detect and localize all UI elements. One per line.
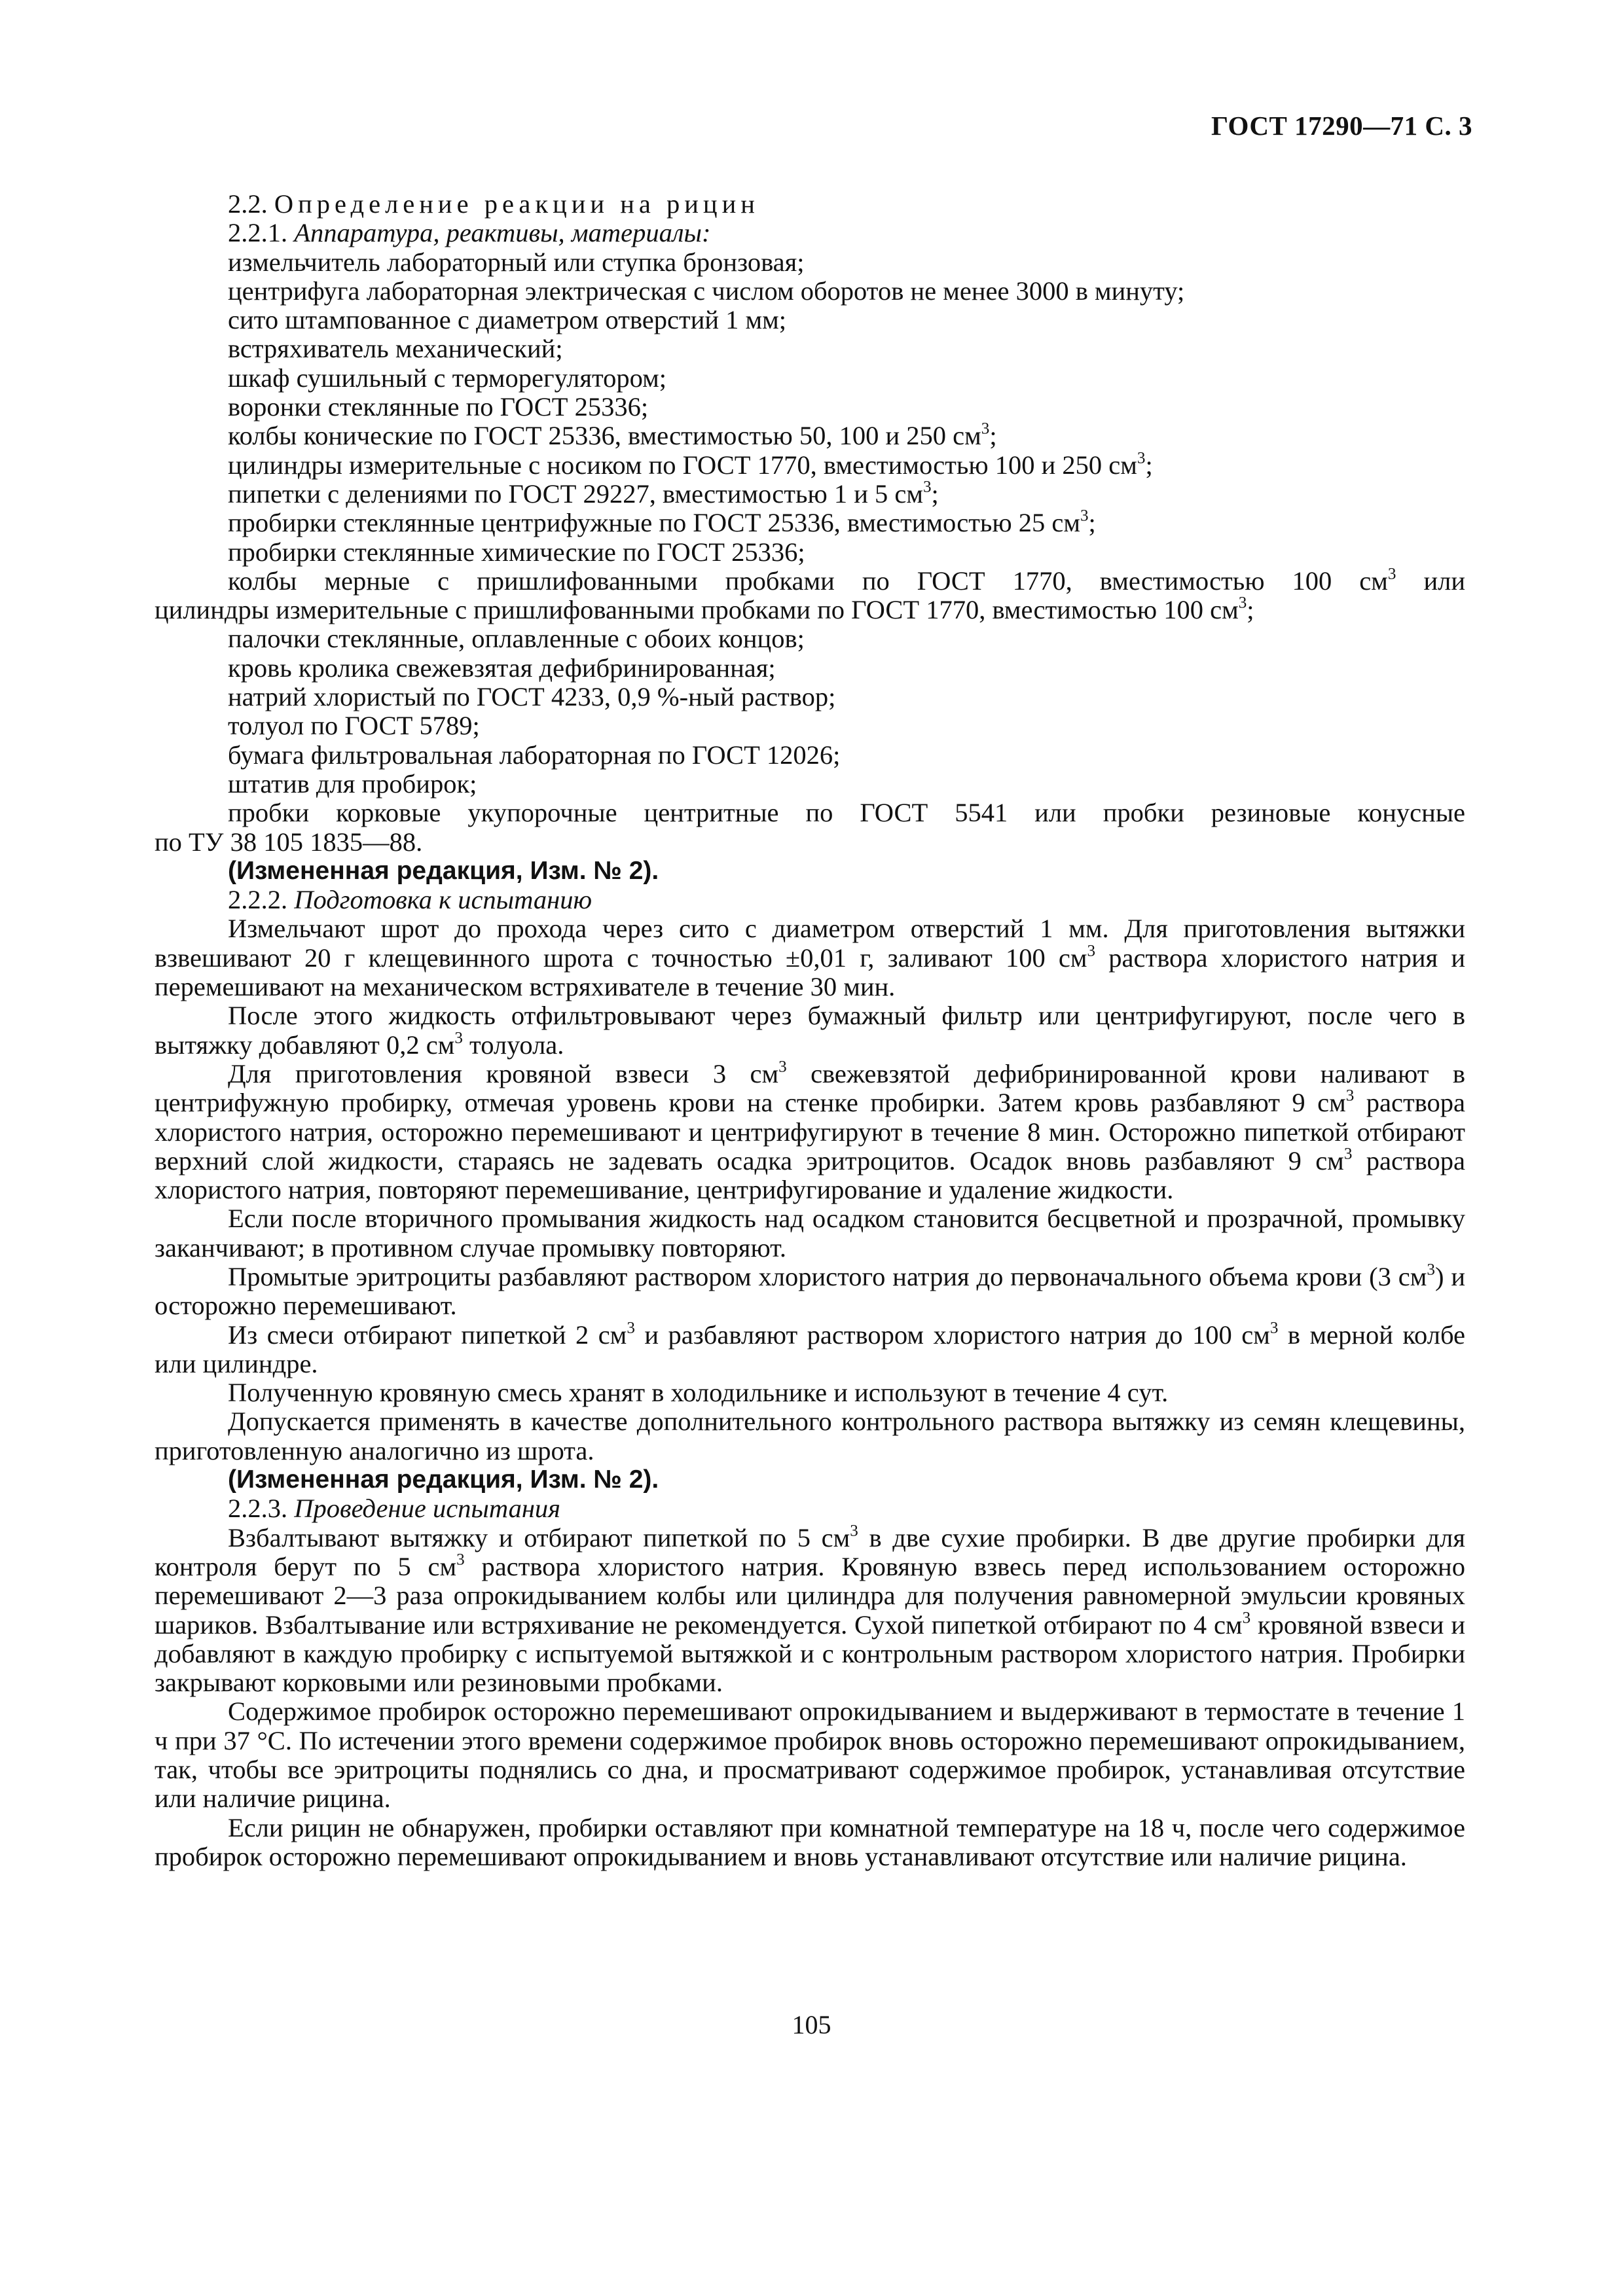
page-header: ГОСТ 17290—71 С. 3 [1211, 111, 1472, 141]
list-item: колбы конические по ГОСТ 25336, вместимостью 50, 100 и 250 $см^3$; [228, 420, 997, 451]
paragraph: Если после вторичного промывания жидкость над осадком становится бесцветной и прозрачной, промывку заканчивают; в противном случае промывку повторяют. [155, 1204, 1465, 1263]
paragraph: Промытые эритроциты разбавляют раствором хлористого натрия до первоначального объема крови (3 $см^3$) и осторожно перемешивают. [155, 1261, 1465, 1321]
section-2-2-3-title: Проведение испытания [294, 1494, 561, 1524]
section-2-2-2-heading: 2.2.2. Подготовка к испытанию [228, 885, 593, 915]
list-item: воронки стеклянные по ГОСТ 25336; [228, 392, 649, 422]
list-item: бумага фильтровальная лабораторная по ГОСТ 12026; [228, 740, 841, 770]
list-item: по ТУ 38 105 1835—88. [155, 827, 423, 857]
list-item: колбы мерные с пришлифованными пробками по ГОСТ 1770, вместимостью 100 $см^3$ или [228, 565, 1466, 596]
list-item: кровь кролика свежевзятая дефибринированная; [228, 653, 776, 683]
paragraph: Из смеси отбирают пипеткой 2 $см^3$ и разбавляют раствором хлористого натрия до 100 $см^3$ в мерной колбе или цилиндре. [155, 1319, 1466, 1378]
paragraph: Содержимое пробирок осторожно перемешивают опрокидыванием и выдерживают в термостате в течение 1 ч при 37 °С. По истечении этого времени содержимое пробирок вновь осторожно перемешивают опрокидыванием, так, чтобы все эритроциты поднялись со дна, и просматривают содержимое пробирок, устанавливая отсутствие или наличие рицина. [155, 1696, 1465, 1814]
list-item: пипетки с делениями по ГОСТ 29227, вместимостью 1 и 5 $см^3$; [228, 478, 939, 509]
list-item: центрифуга лабораторная электрическая с числом оборотов не менее 3000 в минуту; [228, 276, 1185, 306]
section-2-2-title: Определение реакции на рицин [274, 189, 759, 219]
list-item: натрий хлористый по ГОСТ 4233, 0,9 %-ный раствор; [228, 682, 836, 712]
page-number: 105 [792, 2010, 831, 2039]
section-2-2-3-heading: 2.2.3. Проведение испытания [228, 1494, 561, 1524]
list-item: сито штампованное с диаметром отверстий 1 мм; [228, 305, 787, 335]
revision-note: (Измененная редакция, Изм. № 2). [228, 856, 659, 885]
paragraph: Допускается применять в качестве дополнительного контрольного раствора вытяжку из семян клещевины, приготовленную аналогично из шрота. [155, 1407, 1465, 1465]
section-2-2-heading: 2.2. Определение реакции на рицин [228, 189, 759, 219]
list-item: шкаф сушильный с терморегулятором; [228, 363, 666, 393]
list-item: измельчитель лабораторный или ступка бронзовая; [228, 247, 805, 277]
paragraph: Если рицин не обнаружен, пробирки оставляют при комнатной температуре на 18 ч, после чего содержимое пробирок осторожно перемешивают опрокидыванием и вновь устанавливают отсутствие или наличие рицина. [155, 1812, 1465, 1871]
list-item: штатив для пробирок; [228, 768, 477, 798]
list-item: цилиндры измерительные с пришлифованными пробками по ГОСТ 1770, вместимостью 100 $см^3$; [155, 594, 1254, 625]
list-item: пробки корковые укупорочные центритные по ГОСТ 5541 или пробки резиновые конусные [228, 798, 1465, 828]
list-item: пробирки стеклянные химические по ГОСТ 25336; [228, 537, 805, 567]
page-content [155, 190, 1465, 1871]
paragraph: Измельчают шрот до прохода через сито с диаметром отверстий 1 мм. Для приготовления вытяжки взвешивают 20 г клещевинного шрота с точностью ±0,01 г, заливают 100 $см^3$ раствора хлористого натрия и перемешивают на механическом встряхивателе в течение 30 мин. [155, 914, 1466, 1002]
list-item: цилиндры измерительные с носиком по ГОСТ 1770, вместимостью 100 и 250 $см^3$; [228, 449, 1153, 480]
section-2-2-1-heading: 2.2.1. Аппаратура, реактивы, материалы: [228, 218, 711, 248]
section-2-2-1-title: Аппаратура, реактивы, материалы: [294, 218, 711, 248]
paragraph: Для приготовления кровяной взвеси 3 $см^3$ свежевзятой дефибринированной крови наливают в центрифужную пробирку, отмечая уровень крови на стенке пробирки. Затем кровь разбавляют 9 $см^3$ раствора хлористого натрия, осторожно перемешивают и центрифугируют в течение 8 мин. Осторожно пипеткой отбирают верхний слой жидкости, стараясь не задевать осадка эритроцитов. Осадок вновь разбавляют 9 $см^3$ раствора хлористого натрия, повторяют перемешивание, центрифугирование и удаление жидкости. [155, 1058, 1465, 1205]
revision-note: (Измененная редакция, Изм. № 2). [228, 1465, 659, 1494]
paragraph: После этого жидкость отфильтровывают через бумажный фильтр или центрифугируют, после чего в вытяжку добавляют 0,2 $см^3$ толуола. [155, 1001, 1465, 1060]
list-item: пробирки стеклянные центрифужные по ГОСТ 25336, вместимостью 25 $см^3$; [228, 507, 1096, 538]
list-item: встряхиватель механический; [228, 334, 563, 364]
paragraph: Взбалтывают вытяжку и отбирают пипеткой по 5 $см^3$ в две сухие пробирки. В две другие пробирки для контроля берут по 5 $см^3$ раствора хлористого натрия. Кровяную взвесь перед использованием осторожно перемешивают 2—3 раза опрокидыванием колбы или цилиндра для получения равномерной эмульсии кровяных шариков. Взбалтывание или встряхивание не рекомендуется. Сухой пипеткой отбирают по 4 $см^3$ кровяной взвеси и добавляют в каждую пробирку с испытуемой вытяжкой и с контрольным раствором хлористого натрия. Пробирки закрывают корковыми или резиновыми пробками. [155, 1522, 1466, 1698]
section-2-2-2-title: Подготовка к испытанию [294, 885, 593, 915]
paragraph: Полученную кровяную смесь хранят в холодильнике и используют в течение 4 сут. [228, 1378, 1169, 1408]
list-item: толуол по ГОСТ 5789; [228, 711, 480, 741]
list-item: палочки стеклянные, оплавленные с обоих концов; [228, 624, 805, 654]
